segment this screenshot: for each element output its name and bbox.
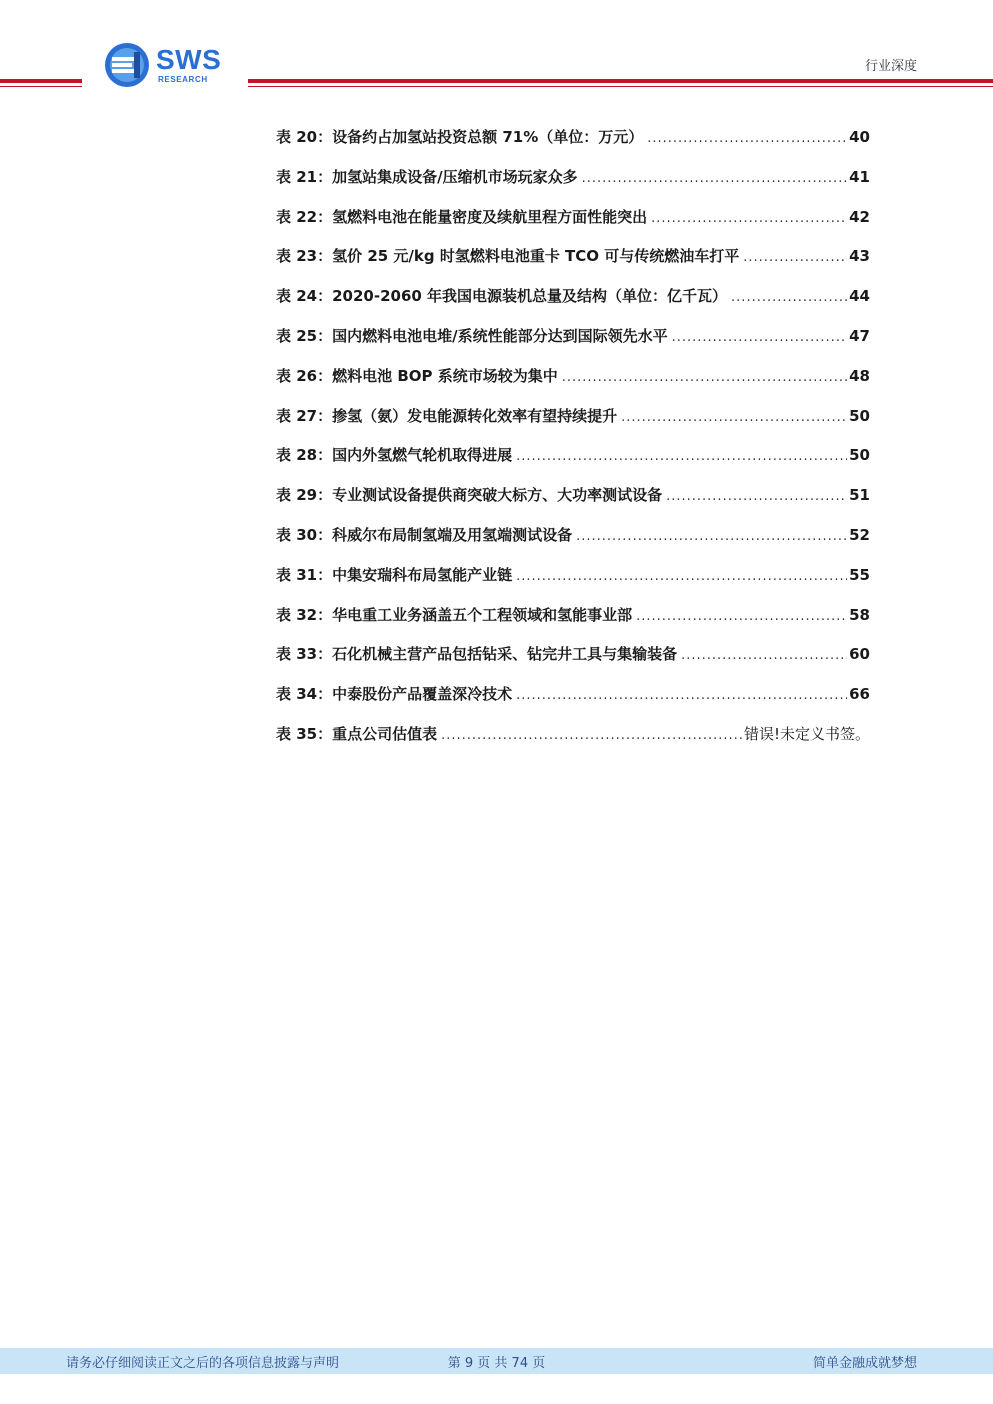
toc-leader <box>516 449 847 464</box>
toc-leader <box>651 211 847 226</box>
toc-entry[interactable] <box>276 166 870 206</box>
logo-text: SWS <box>156 44 222 75</box>
toc-entry[interactable] <box>276 444 870 484</box>
toc-entry[interactable] <box>276 564 870 604</box>
table-of-tables <box>276 126 870 763</box>
toc-entry-page: 51 <box>849 486 870 505</box>
toc-entry-title: 表 31：中集安瑞科布局氢能产业链 <box>276 565 513 584</box>
toc-entry-title: 表 22：氢燃料电池在能量密度及续航里程方面性能突出 <box>276 207 648 226</box>
toc-leader <box>562 370 847 385</box>
sws-logo <box>104 42 234 88</box>
toc-entry-title: 表 28：国内外氢燃气轮机取得进展 <box>276 446 513 465</box>
toc-leader <box>672 330 848 345</box>
toc-leader <box>666 489 847 504</box>
toc-entry-page: 48 <box>849 366 870 385</box>
toc-leader <box>621 410 847 425</box>
toc-entry-page: 43 <box>849 247 870 266</box>
toc-leader <box>647 131 847 146</box>
toc-leader <box>516 569 847 584</box>
toc-entry[interactable] <box>276 643 870 683</box>
toc-entry-page: 58 <box>849 605 870 624</box>
toc-entry-title: 表 29：专业测试设备提供商突破大标方、大功率测试设备 <box>276 486 663 505</box>
toc-entry-title: 表 27：掺氢（氨）发电能源转化效率有望持续提升 <box>276 406 618 425</box>
toc-leader <box>743 250 847 265</box>
header-rule-right-thin <box>248 86 993 87</box>
toc-entry-page: 55 <box>849 565 870 584</box>
toc-entry-title: 表 33：石化机械主营产品包括钻采、钻完井工具与集输装备 <box>276 645 678 664</box>
toc-entry-title: 表 23：氢价 25 元/kg 时氢燃料电池重卡 TCO 可与传统燃油车打平 <box>276 247 740 266</box>
toc-entry-page: 41 <box>849 167 870 186</box>
toc-entry-title: 表 26：燃料电池 BOP 系统市场较为集中 <box>276 366 558 385</box>
toc-entry-title: 表 34：中泰股份产品覆盖深冷技术 <box>276 685 513 704</box>
toc-entry[interactable] <box>276 405 870 445</box>
footer-slogan: 简单金融成就梦想 <box>812 1356 917 1371</box>
toc-entry-page: 66 <box>849 685 870 704</box>
page-footer <box>0 1348 993 1374</box>
toc-entry-page: 44 <box>849 287 870 306</box>
toc-entry-page: 50 <box>849 446 870 465</box>
toc-leader <box>681 648 847 663</box>
toc-leader <box>441 728 742 743</box>
toc-entry-page: 47 <box>849 326 870 345</box>
toc-entry-page: 60 <box>849 645 870 664</box>
toc-entry[interactable] <box>276 484 870 524</box>
toc-entry[interactable] <box>276 245 870 285</box>
toc-entry-title: 表 32：华电重工业务涵盖五个工程领域和氢能事业部 <box>276 605 633 624</box>
toc-entry[interactable] <box>276 206 870 246</box>
toc-entry-page: 40 <box>849 128 870 146</box>
toc-entry[interactable] <box>276 683 870 723</box>
toc-leader <box>636 609 847 624</box>
toc-entry[interactable] <box>276 524 870 564</box>
toc-leader <box>731 290 847 305</box>
toc-entry-title: 表 21：加氢站集成设备/压缩机市场玩家众多 <box>276 167 578 186</box>
page-header <box>0 0 993 100</box>
toc-entry[interactable] <box>276 325 870 365</box>
toc-entry-title: 表 20：设备约占加氢站投资总额 71%（单位：万元） <box>276 128 644 146</box>
footer-page-number: 第 9 页 共 74 页 <box>447 1356 546 1371</box>
toc-entry-page: 42 <box>849 207 870 226</box>
logo-subtext: RESEARCH <box>158 75 208 84</box>
header-rule-left-thin <box>0 86 82 87</box>
toc-leader <box>576 529 847 544</box>
toc-entry-page: 50 <box>849 406 870 425</box>
toc-entry-title: 表 35：重点公司估值表 <box>276 724 438 743</box>
toc-entry-page: 52 <box>849 525 870 544</box>
toc-entry[interactable] <box>276 126 870 166</box>
toc-leader <box>582 171 848 186</box>
toc-entry[interactable] <box>276 604 870 644</box>
toc-entry[interactable] <box>276 285 870 325</box>
footer-disclaimer: 请务必仔细阅读正文之后的各项信息披露与声明 <box>66 1356 340 1371</box>
toc-entry-title: 表 24：2020-2060 年我国电源装机总量及结构（单位：亿千瓦） <box>276 287 728 306</box>
toc-entry[interactable] <box>276 723 870 763</box>
toc-entry-title: 表 25：国内燃料电池电堆/系统性能部分达到国际领先水平 <box>276 326 668 345</box>
header-rule-right <box>248 79 993 83</box>
toc-entry-title: 表 30：科威尔布局制氢端及用氢端测试设备 <box>276 525 573 544</box>
report-category: 行业深度 <box>864 59 917 74</box>
toc-entry-page-error: 错误!未定义书签。 <box>743 724 870 743</box>
sws-logo-icon <box>104 42 150 88</box>
header-rule-left <box>0 79 82 83</box>
toc-entry[interactable] <box>276 365 870 405</box>
toc-leader <box>516 688 847 703</box>
